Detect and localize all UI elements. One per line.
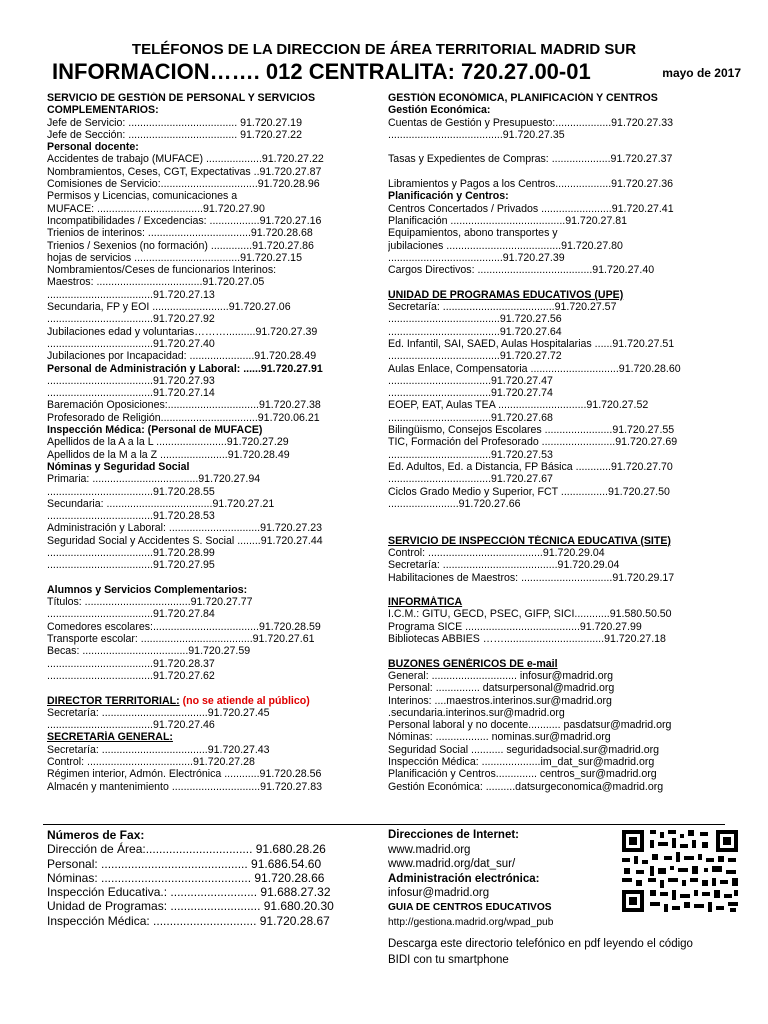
phone-entry: Incompatibilidades / Excedencias: .................91.720.27.16: [47, 214, 322, 227]
phone-entry: ....................................91.720.27.93: [47, 374, 215, 387]
phone-entry: ....................................91.720.28.55: [47, 485, 215, 498]
phone-entry: Nombramientos, Ceses, CGT, Expectativas ..91.720.27.87: [47, 165, 322, 178]
document-date: mayo de 2017: [662, 66, 741, 80]
section-heading: SERVICIO DE INSPECCIÓN TÉCNICA EDUCATIVA (SITE): [388, 534, 671, 547]
page-title: TELÉFONOS DE LA DIRECCION DE ÁREA TERRITORIAL MADRID SUR: [131, 41, 637, 58]
section-heading: SECRETARÍA GENERAL:: [47, 731, 173, 744]
internet-heading: Direcciones de Internet:: [388, 829, 520, 841]
subsection-heading: Nóminas y Seguridad Social: [47, 460, 190, 473]
section-heading: UNIDAD DE PROGRAMAS EDUCATIVOS (UPE): [388, 288, 624, 301]
email-entry: Seguridad Social ........... seguridadsocial.sur@madrid.org: [388, 743, 660, 756]
phone-entry: Bilingüismo, Consejos Escolares .......................91.720.27.55: [388, 424, 675, 437]
phone-entry: MUFACE: ....................................91.720.27.90: [47, 202, 265, 215]
phone-entry: Libramientos y Pagos a los Centros...................91.720.27.36: [388, 178, 674, 191]
phone-entry: Profesorado de Religión.................................91.720.06.21: [47, 411, 320, 424]
phone-entry: Aulas Enlace, Compensatoria ..............................91.720.28.60: [388, 362, 681, 375]
e-admin-heading: Administración electrónica:: [388, 872, 540, 885]
phone-entry: Cargos Directivos: .......................................91.720.27.40: [388, 264, 655, 277]
phone-entry: Trienios / Sexenios (no formación) ..............91.720.27.86: [47, 239, 314, 252]
phone-entry: Cuentas de Gestión y Presupuesto:...................91.720.27.33: [388, 116, 674, 129]
information-line: INFORMACION……. 012 CENTRALITA: 720.27.00-01: [52, 59, 591, 84]
phone-entry: Secretaría: ....................................91.720.27.43: [47, 743, 270, 756]
phone-entry: Becas: ....................................91.720.27.59: [47, 645, 251, 658]
phone-entry: Apellidos de la M a la Z .......................91.720.28.49: [47, 448, 290, 461]
qr-code-icon: [620, 828, 740, 914]
phone-entry: Jubilaciones edad y voluntarias………..........91.720.27.39: [47, 325, 318, 338]
phone-entry: Ed. Adultos, Ed. a Distancia, FP Básica ............91.720.27.70: [388, 460, 673, 473]
phone-entry: hojas de servicios ....................................91.720.27.15: [47, 251, 302, 264]
fax-entry: Nóminas: ............................................. 91.720.28.66: [47, 870, 325, 885]
fax-entry: Inspección Médica: ............................... 91.720.28.67: [47, 913, 330, 928]
phone-entry: Centros Concertados / Privados ........................91.720.27.41: [388, 202, 674, 215]
email-entry: Planificación y Centros.............. centros_sur@madrid.org: [388, 768, 657, 781]
phone-entry: Permisos y Licencias, comunicaciones a: [47, 190, 238, 203]
phone-entry: Secundaria, FP y EOI ..........................91.720.27.06: [47, 301, 291, 314]
divider: [43, 824, 725, 825]
phone-entry: I.C.M.: GITU, GECD, PSEC, GIFP, SICI............91.580.50.50: [388, 608, 672, 621]
right-column: [388, 92, 718, 793]
phone-entry: Equipamientos, abono transportes y: [388, 227, 558, 240]
subsection-heading: Personal docente:: [47, 141, 139, 154]
email-entry: .secundaria.interinos.sur@madrid.org: [388, 706, 565, 719]
director-heading: DIRECTOR TERRITORIAL:: [47, 694, 180, 707]
subsection-heading: Personal de Administración y Laboral: ......91.720.27.91: [47, 362, 323, 375]
website-link[interactable]: www.madrid.org: [388, 843, 471, 856]
phone-entry: Primaria: ....................................91.720.27.94: [47, 473, 261, 486]
phone-entry: Secretaría: ....................................91.720.27.45: [47, 706, 270, 719]
fax-heading: Números de Fax:: [47, 828, 145, 842]
phone-entry: Ed. Infantil, SAI, SAED, Aulas Hospitalarias ......91.720.27.51: [388, 337, 675, 350]
phone-entry: ....................................91.720.27.95: [47, 559, 215, 572]
phone-entry: ....................................91.720.27.13: [47, 288, 215, 301]
phone-entry: Habilitaciones de Maestros: ...............................91.720.29.17: [388, 571, 675, 584]
email-link[interactable]: infosur@madrid.org: [388, 887, 490, 900]
phone-entry: Comisiones de Servicio:.................................91.720.28.96: [47, 178, 320, 191]
phone-entry: Nombramientos/Ceses de funcionarios Interinos:: [47, 264, 277, 277]
phone-entry: Planificación .......................................91.720.27.81: [388, 214, 628, 227]
phone-entry: jubilaciones .......................................91.720.27.80: [388, 239, 623, 252]
phone-entry: ...................................91.720.27.53: [388, 448, 553, 461]
phone-entry: Control: ....................................91.720.27.28: [47, 756, 255, 769]
fax-entry: Inspección Educativa.: .......................... 91.688.27.32: [47, 885, 331, 900]
phone-entry: ......................................91.720.27.64: [388, 325, 562, 338]
website-link[interactable]: www.madrid.org/dat_sur/: [388, 858, 516, 871]
phone-entry: Seguridad Social y Accidentes S. Social ........91.720.27.44: [47, 534, 323, 547]
phone-entry: ....................................91.720.28.37: [47, 657, 215, 670]
email-entry: General: ............................. infosur@madrid.org: [388, 669, 614, 682]
section-heading: BUZONES GENÉRICOS DE e-mail: [388, 657, 558, 670]
fax-section: [47, 828, 367, 928]
phone-entry: Control: .......................................91.720.29.04: [388, 546, 605, 559]
phone-entry: ....................................91.720.27.84: [47, 608, 215, 621]
phone-entry: ...................................91.720.27.74: [388, 387, 553, 400]
subsection-heading: Planificación y Centros:: [388, 190, 509, 203]
phone-entry: ....................................91.720.27.92: [47, 313, 215, 326]
email-entry: Nóminas: .................. nominas.sur@madrid.org: [388, 731, 611, 744]
phone-entry: ....................................91.720.28.99: [47, 546, 215, 559]
phone-entry: Administración y Laboral: ...............................91.720.27.23: [47, 522, 322, 535]
phone-entry: ...................................91.720.27.67: [388, 473, 553, 486]
phone-entry: ....................................91.720.27.46: [47, 719, 215, 732]
phone-entry: ...................................91.720.27.47: [388, 374, 553, 387]
phone-entry: ....................................91.720.27.62: [47, 669, 215, 682]
phone-entry: Jefe de Servicio: ..................................... 91.720.27.19: [47, 116, 302, 129]
email-entry: Interinos: ....maestros.interinos.sur@madrid.org: [388, 694, 612, 707]
phone-entry: Transporte escolar: ......................................91.720.27.61: [47, 633, 315, 646]
phone-entry: ........................91.720.27.66: [388, 497, 521, 510]
email-entry: Personal: ............... datsurpersonal@madrid.org: [388, 682, 615, 695]
fax-entry: Personal: ............................................ 91.686.54.60: [47, 856, 322, 871]
phone-entry: Jubilaciones por Incapacidad: ......................91.720.28.49: [47, 350, 317, 363]
fax-entry: Dirección de Área:................................ 91.680.28.26: [47, 842, 326, 857]
phone-entry: Almacén y mantenimiento ..............................91.720.27.83: [47, 780, 322, 793]
section-heading: SERVICIO DE GESTIÓN DE PERSONAL Y SERVICIOS: [47, 92, 316, 104]
section-heading: GESTIÓN ECONÓMICA, PLANIFICACIÓN Y CENTROS: [388, 92, 658, 104]
phone-entry: Títulos: ....................................91.720.27.77: [47, 596, 253, 609]
phone-entry: Tasas y Expedientes de Compras: ....................91.720.27.37: [388, 153, 673, 166]
phone-entry: Comedores escolares:....................................91.720.28.59: [47, 620, 321, 633]
phone-entry: .......................................91.720.27.39: [388, 251, 565, 264]
subsection-heading: Inspección Médica: (Personal de MUFACE): [47, 424, 263, 437]
phone-entry: ......................................91.720.27.56: [388, 313, 562, 326]
email-entry: Inspección Médica: ....................im_dat_sur@madrid.org: [388, 756, 655, 769]
subsection-heading: Gestión Económica:: [388, 104, 491, 117]
email-entry: Gestión Económica: ..........datsurgeconomica@madrid.org: [388, 780, 664, 793]
fax-entry: Unidad de Programas: ........................... 91.680.20.30: [47, 899, 334, 914]
phone-entry: Secretaría: ......................................91.720.27.57: [388, 301, 617, 314]
phone-entry: Programa SICE .......................................91.720.27.99: [388, 620, 642, 633]
bidi-note: Descarga este directorio telefónico en pdf leyendo el código BIDI con tu smartphone: [388, 938, 693, 966]
phone-entry: ....................................91.720.27.40: [47, 337, 215, 350]
phone-entry: ....................................91.720.27.14: [47, 387, 215, 400]
phone-entry: Régimen interior, Admón. Electrónica ............91.720.28.56: [47, 768, 322, 781]
section-heading: INFORMÁTICA: [388, 596, 463, 609]
phone-entry: Ciclos Grado Medio y Superior, FCT ................91.720.27.50: [388, 485, 670, 498]
internet-section: [388, 828, 618, 930]
email-entry: Personal laboral y no docente........... pasdatsur@madrid.org: [388, 719, 672, 732]
phone-entry: ....................................91.720.28.53: [47, 510, 215, 523]
phone-entry: Maestros: ....................................91.720.27.05: [47, 276, 265, 289]
phone-entry: Baremación Oposiciones:...............................91.720.27.38: [47, 399, 321, 412]
phone-entry: TIC, Formación del Profesorado .........................91.720.27.69: [388, 436, 678, 449]
phone-entry: Trienios de interinos: ...................................91.720.28.68: [47, 227, 313, 240]
phone-entry: ......................................91.720.27.72: [388, 350, 562, 363]
phone-entry: Accidentes de trabajo (MUFACE) ...................91.720.27.22: [47, 153, 324, 166]
phone-entry: ...................................91.720.27.68: [388, 411, 553, 424]
phone-entry: EOEP, EAT, Aulas TEA ..............................91.720.27.52: [388, 399, 649, 412]
phone-entry: Jefe de Sección: ..................................... 91.720.27.22: [47, 128, 302, 141]
phone-entry: .......................................91.720.27.35: [388, 128, 565, 141]
section-heading: COMPLEMENTARIOS:: [47, 104, 159, 117]
guide-heading: GUIA DE CENTROS EDUCATIVOS: [388, 901, 552, 913]
subsection-heading: Alumnos y Servicios Complementarios:: [47, 583, 248, 596]
left-column: [47, 92, 350, 793]
director-note: (no se atiende al público): [182, 694, 310, 707]
phone-entry: Secundaria: ....................................91.720.27.21: [47, 497, 275, 510]
phone-entry: Secretaría: .......................................91.720.29.04: [388, 559, 620, 572]
phone-entry: Apellidos de la A a la L ........................91.720.27.29: [47, 436, 289, 449]
guide-link[interactable]: http://gestiona.madrid.org/wpad_pub: [388, 916, 554, 928]
phone-entry: Bibliotecas ABBIES ……..................................91.720.27.18: [388, 633, 666, 646]
